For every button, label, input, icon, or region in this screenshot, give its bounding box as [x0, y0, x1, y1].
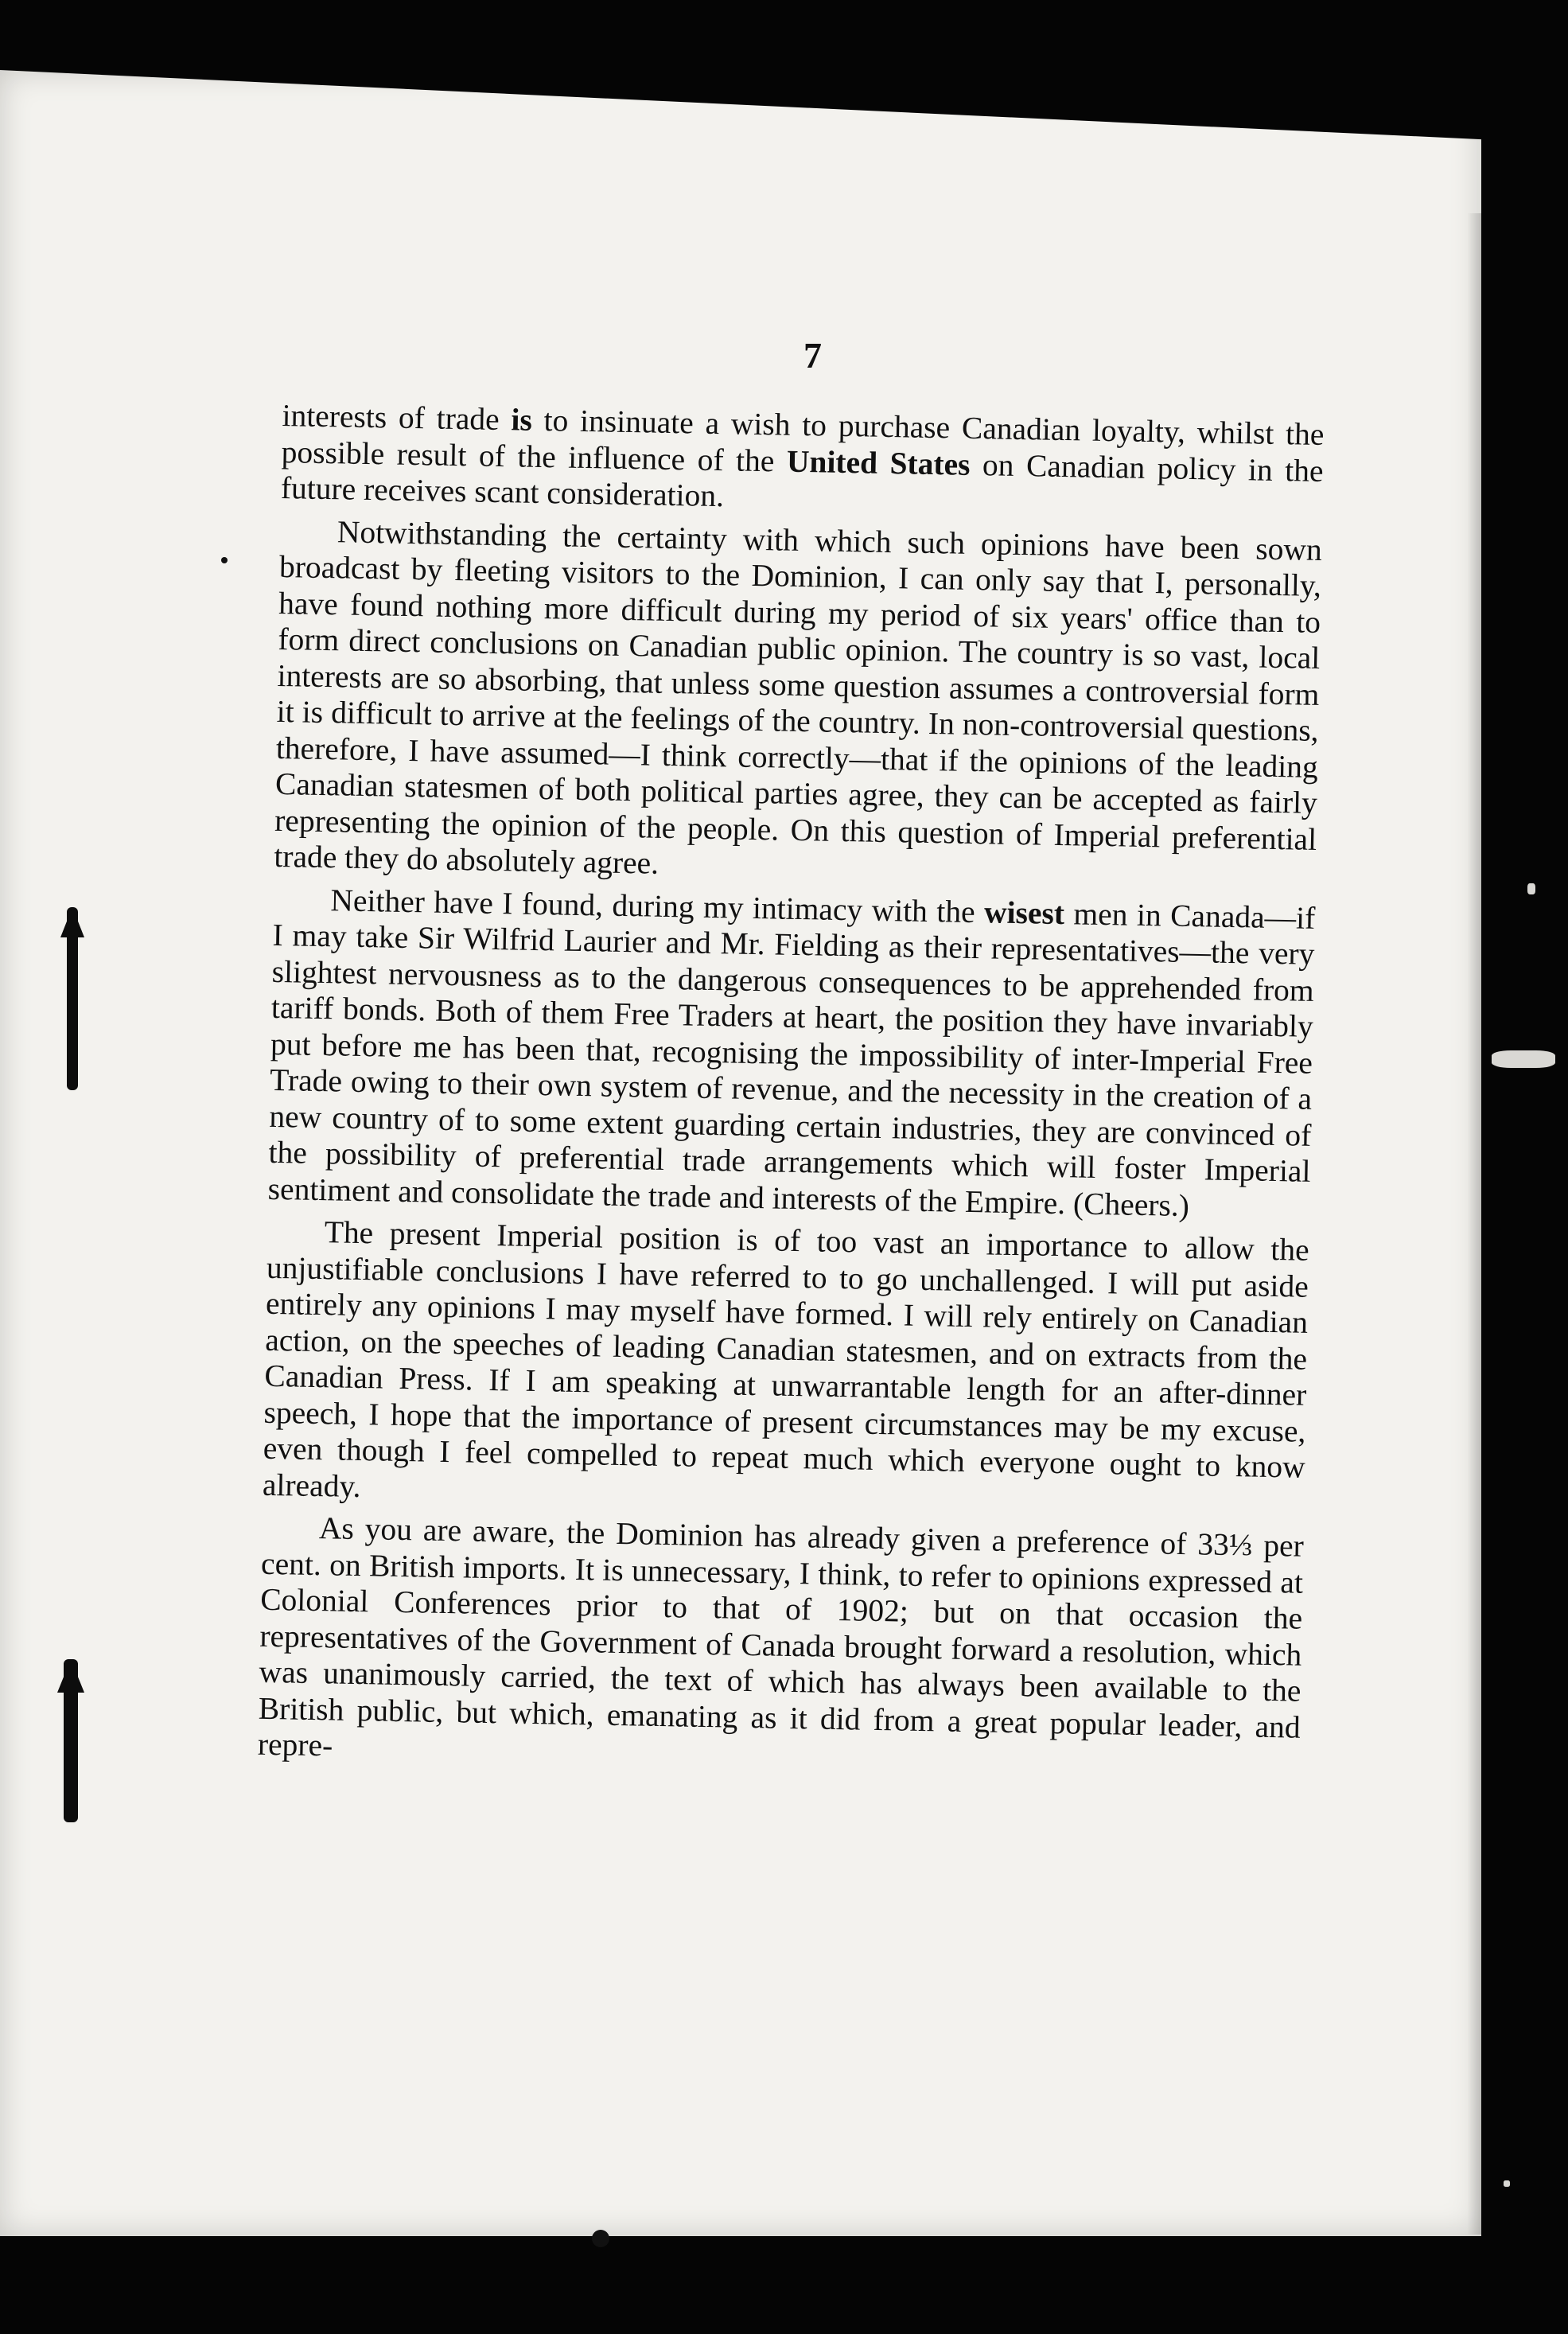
text-run: United States [786, 443, 971, 482]
text-run: is [511, 402, 533, 438]
text-run: on Canadian policy in the future receives scant consideration. [280, 446, 1324, 514]
text-run: to insinuate a wish to purchase Canadian loyalty, whilst the possible result of the influence of the [281, 402, 1325, 479]
text-run: wisest [983, 894, 1065, 931]
paper-fragment [1504, 2180, 1510, 2187]
margin-arrow-lower-head-icon [57, 1659, 84, 1693]
body-text [257, 398, 1324, 1788]
text-run: men in Canada—if I may take [272, 895, 1316, 956]
paper-fragment [1492, 1050, 1555, 1068]
text-run: As you are aware, the Dominion has already given a preference of 33⅓ per cent. on British imports. It is unnecessary, I think, to refer to opinions expressed at Colonial Conferences prior to that of 1902; but on that occasion the representatives of the Government of Canada brought forward a resolution, which was unanimously carried, the text of which has always been available to the British public, but which, emanating as it did from a great popular leader, and repre- [257, 1510, 1305, 1763]
paper-fragment [1527, 883, 1535, 894]
text-run: The present Imperial position is of too vast an importance to allow the unjustifiable conclusions I have referred to to go unchallenged. I will put aside entirely any opinions I may myself have formed. I will rely entirely on Canadian action, on the speeches of leading Canadian statesmen, and on extracts from the Canadian Press. If I am speaking at unwarrantable length for an after-dinner speech, I hope that the importance of present circumstances may be my excuse, even though I feel compelled to repeat much which everyone ought to know already. [262, 1214, 1309, 1504]
paragraph [280, 398, 1324, 525]
paragraph [274, 512, 1322, 894]
paragraph [258, 1510, 1305, 1782]
text-run: Notwithstanding the certainty with which such opinions have been sown broadcast by fleeting visitors to the Dominion, I can only say that I, personally, have found nothing more difficult during my period of six years' office than to form direct conclusions on Canadian public opinion. The country is so vast, local interests are so absorbing, that unless some question assumes a controversial form it is difficult to arrive at the feelings of the country. In non-controversial questions, therefore, I have assumed—I think correctly—that if the opinions of the leading Canadian statesmen of both political parties agree, they can be accepted as fairly representing the opinion of the people. On this question of Imperial preferential trade they do absolutely agree. [274, 513, 1323, 881]
page-edge-shadow [1467, 213, 1481, 2235]
text-run: interests of trade [282, 398, 512, 438]
text-run: Sir Wilfrid Laurier and Mr. Fielding [417, 920, 880, 964]
paragraph [263, 1214, 1309, 1522]
ink-speck [592, 2230, 609, 2247]
text-run: Neither have I found, during my intimacy with the [330, 882, 985, 929]
text-run: as their representatives—the very slightest nervousness as to the dangerous consequences to be apprehended from tariff bonds. Both of them Free Traders at heart, the position they have invariably put before me has been that, recognising the impossibility of inter-Imperial Free Trade owing to their own system of revenue, and the necessity in the creation of a new country of to some extent guarding certain industries, they are convinced of the possibility of preferential trade arrangements which will foster Imperial sentiment and consolidate the trade and interests of the Empire. (Cheers.) [267, 928, 1315, 1223]
margin-arrow-upper-head-icon [60, 907, 84, 937]
ink-speck [221, 557, 228, 563]
paragraph [267, 881, 1315, 1225]
page-number: 7 [803, 335, 822, 376]
